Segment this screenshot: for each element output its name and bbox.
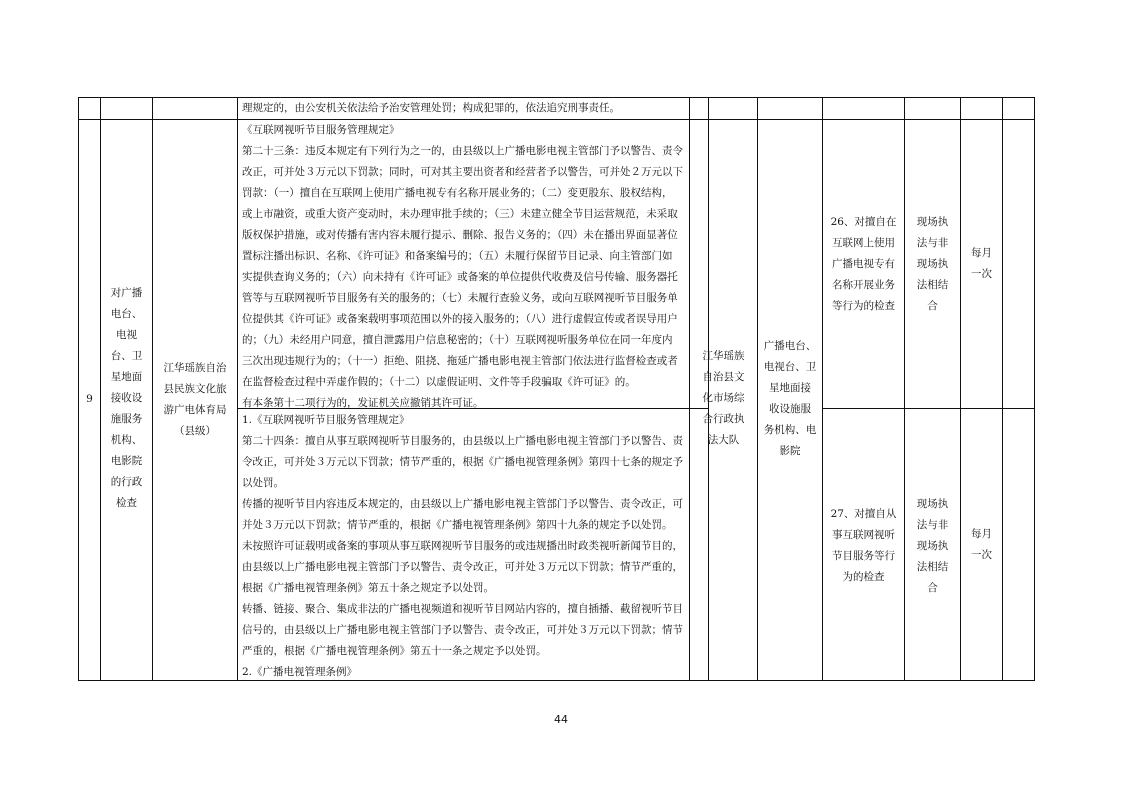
basis-line: 位提供其《许可证》或备案载明事项范围以外的接入服务的；（八）进行虚假宣传或者误导用户 xyxy=(242,313,678,325)
inspection-method-line: 法相结 xyxy=(916,561,949,573)
executing-unit-line: 化市场综 xyxy=(702,392,745,404)
inspection-item xyxy=(101,283,152,514)
basis-line: 《互联网视听节目服务管理规定》 xyxy=(242,124,400,136)
implementing-subject-line: 县民族文化旅 xyxy=(163,383,227,395)
executing-unit-line: 法大队 xyxy=(707,434,740,446)
inspection-method-line: 合 xyxy=(927,582,938,594)
basis-line: 三次出现违规行为的；（十一）拒绝、阻挠、拖延广播电影电视主管部门依法进行监督检查或者 xyxy=(242,355,678,367)
inspection-content-line: 事互联网视听 xyxy=(832,529,895,541)
basis-line: 或上市融资，或重大资产变动时，未办理审批手续的；（三）未建立健全节目运营规范，未采取 xyxy=(242,208,678,220)
inspection-target-line: 广播电台、 xyxy=(763,340,817,352)
inspection-frequency-line: 每月 xyxy=(971,247,992,259)
inspection-content-line: 名称开展业务 xyxy=(832,279,895,291)
grid-line-col xyxy=(1002,97,1003,681)
inspection-item-line: 电台、 xyxy=(110,308,143,320)
implementing-subject-line: （县级） xyxy=(174,425,216,437)
inspection-item-line: 的行政 xyxy=(110,476,143,488)
inspection-content-line: 27、对擅自从 xyxy=(830,508,897,520)
inspection-method-line: 法相结 xyxy=(916,279,949,291)
inspection-item-line: 施服务 xyxy=(110,413,143,425)
page-number: 44 xyxy=(554,713,568,726)
continued-basis-text: 理规定的，由公安机关依法给予治安管理处罚；构成犯罪的，依法追究刑事责任。 xyxy=(242,102,620,114)
inspection-item-line: 对广播 xyxy=(110,287,143,299)
basis-line: 罚款：（一）擅自在互联网上使用广播电视专有名称开展业务的；（二）变更股东、股权结构， xyxy=(242,187,673,199)
row-seq-number: 9 xyxy=(86,393,93,405)
inspection-method-line: 法与非 xyxy=(916,519,949,531)
basis-line: 改正，可并处３万元以下罚款；同时，可对其主要出资者和经营者予以警告，可并处２万元以下 xyxy=(242,166,683,178)
inspection-method-line: 现场执 xyxy=(916,498,949,510)
basis-line: 由县级以上广播电影电视主管部门予以警告、责令改正，可并处３万元以下罚款；情节严重的， xyxy=(242,561,683,573)
implementing-subject-line: 游广电体育局 xyxy=(163,404,227,416)
inspection-frequency-line: 每月 xyxy=(971,528,992,540)
inspection-content-line: 广播电视专有 xyxy=(832,258,895,270)
basis-line: 的；（九）未经用户同意，擅自泄露用户信息秘密的；（十）互联网视听服务单位在同一年度内 xyxy=(242,334,673,346)
inspection-item-line: 星地面 xyxy=(110,371,143,383)
inspection-frequency-line: 一次 xyxy=(971,549,992,561)
inspection-content-line: 为的检查 xyxy=(842,571,885,583)
basis-line: 转播、链接、聚合、集成非法的广播电视频道和视听节目网站内容的，擅自插播、截留视听节目 xyxy=(242,603,683,615)
basis-line: 传播的视听节目内容违反本规定的，由县级以上广播电影电视主管部门予以警告、责令改正，可 xyxy=(242,498,683,510)
basis-line: 2.《广播电视管理条例》 xyxy=(242,666,358,678)
inspection-content-line: 26、对擅自在 xyxy=(830,216,897,228)
basis-line: 版权保护措施，或对传播有害内容未履行提示、删除、报告义务的；（四）未在播出界面显著位 xyxy=(242,229,678,241)
implementing-subject xyxy=(153,358,237,442)
inspection-frequency-2 xyxy=(961,524,1002,566)
basis-line: 置标注播出标识、名称、《许可证》和备案编号的；（五）未履行保留节目记录、向主管部门如 xyxy=(242,250,673,262)
basis-line: 1.《互联网视听节目服务管理规定》 xyxy=(242,414,410,426)
basis-line: 信号的，由县级以上广播电影电视主管部门予以警告、责令改正，可并处３万元以下罚款；情节 xyxy=(242,624,683,636)
inspection-target-line: 务机构、电 xyxy=(763,424,817,436)
basis-line: 第二十三条：违反本规定有下列行为之一的，由县级以上广播电影电视主管部门予以警告、责令 xyxy=(242,145,683,157)
inspection-target xyxy=(758,336,822,462)
grid-line-col xyxy=(237,97,238,681)
inspection-method-2 xyxy=(905,494,960,599)
executing-unit-line: 自治县文 xyxy=(702,371,745,383)
inspection-method-line: 法与非 xyxy=(916,237,949,249)
basis-line: 以处罚。 xyxy=(242,477,284,489)
inspection-method-line: 现场执 xyxy=(916,216,949,228)
inspection-basis-1 xyxy=(242,120,687,414)
implementing-subject-line: 江华瑶族自治 xyxy=(163,362,227,374)
basis-line: 根据《广播电视管理条例》第五十条之规定予以处罚。 xyxy=(242,582,494,594)
basis-line: 令改正，可并处３万元以下罚款；情节严重的，根据《广播电视管理条例》第四十七条的规定予 xyxy=(242,456,683,468)
inspection-method-line: 合 xyxy=(927,300,938,312)
executing-unit-line: 江华瑶族 xyxy=(702,350,745,362)
inspection-content-line: 等行为的检查 xyxy=(832,300,895,312)
inspection-frequency-1 xyxy=(961,243,1002,285)
inspection-method-line: 现场执 xyxy=(916,258,949,270)
executing-unit-line: 合行政执 xyxy=(702,413,745,425)
inspection-target-line: 收设施服 xyxy=(769,403,811,415)
grid-line-col xyxy=(960,97,961,681)
basis-line: 在监督检查过程中弄虚作假的；（十二）以虚假证明、文件等手段骗取《许可证》的。 xyxy=(242,376,636,388)
basis-line: 实提供查询义务的；（六）向未持有《许可证》或备案的单位提供代收费及信号传输、服务器托 xyxy=(242,271,678,283)
basis-line: 并处３万元以下罚款；情节严重的，根据《广播电视管理条例》第四十九条的规定予以处罚。 xyxy=(242,519,673,531)
inspection-item-line: 电视 xyxy=(116,329,137,341)
inspection-item-line: 检查 xyxy=(116,497,137,509)
inspection-item-line: 台、卫 xyxy=(110,350,143,362)
inspection-content-line: 节目服务等行 xyxy=(832,550,895,562)
inspection-basis-2 xyxy=(242,410,687,683)
basis-line: 未按照许可证载明或备案的事项从事互联网视听节目服务的或违规播出时政类视听新闻节目的， xyxy=(242,540,683,552)
basis-line: 严重的，根据《广播电视管理条例》第五十一条之规定予以处罚。 xyxy=(242,645,547,657)
executing-unit xyxy=(690,346,757,451)
inspection-content-26 xyxy=(823,212,904,317)
basis-line: 管等与互联网视听节目服务有关的服务的；（七）未履行查验义务，或向互联网视听节目服务单 xyxy=(242,292,678,304)
inspection-method-line: 现场执 xyxy=(916,540,949,552)
basis-line: 第二十四条：擅自从事互联网视听节目服务的，由县级以上广播电影电视主管部门予以警告、责 xyxy=(242,435,683,447)
inspection-target-line: 影院 xyxy=(779,445,801,457)
inspection-item-line: 接收设 xyxy=(110,392,143,404)
inspection-item-line: 机构、 xyxy=(110,434,143,446)
grid-line-col xyxy=(822,97,823,681)
inspection-content-line: 互联网上使用 xyxy=(832,237,895,249)
inspection-content-27 xyxy=(823,504,904,588)
inspection-item-line: 电影院 xyxy=(110,455,143,467)
inspection-method-1 xyxy=(905,212,960,317)
inspection-target-line: 电视台、卫 xyxy=(763,361,817,373)
inspection-target-line: 星地面接 xyxy=(769,382,811,394)
basis-line: 有本条第十二项行为的，发证机关应撤销其许可证。 xyxy=(242,397,484,409)
inspection-frequency-line: 一次 xyxy=(971,268,992,280)
grid-line-col xyxy=(1034,97,1035,681)
